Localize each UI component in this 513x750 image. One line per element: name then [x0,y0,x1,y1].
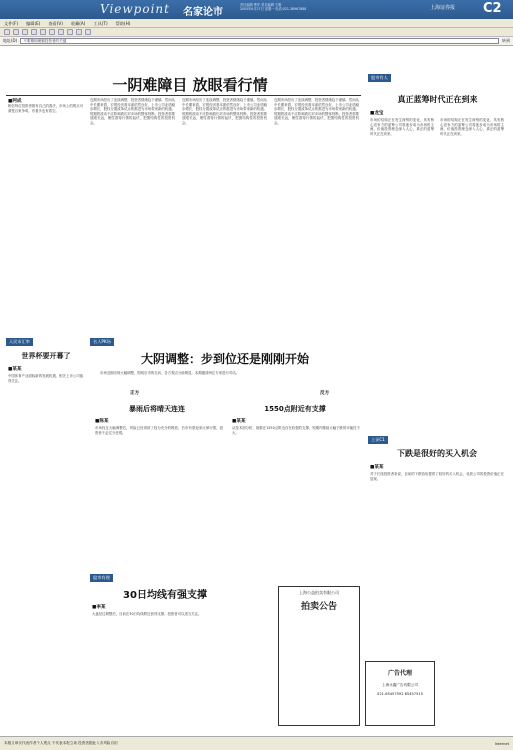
status-text: 本版文章仅代表作者个人观点 不代表本报立场 投资者据此入市风险自担 [4,741,118,745]
auction-ad [278,586,360,726]
main-body-3: 近期市场经历了连续调整，投资者情绪趋于谨慎。然而从中长期来看，宏观经济基本面依然良好，上市公司业绩稳步增长，股权分置改革试点的推进为市场带来新的机遇。短期的波动不应影响我们对市场的整体判断，投资者需要放眼长远，理性看待行情的起伏，把握结构性的投资机会。 [274,98,359,125]
right-column-author: ■龙宝 [370,111,384,116]
pk-left-author: ■陈某 [95,419,109,424]
menu-file[interactable]: 文件(F) [4,21,19,26]
ad-phone: 021-65457592 65457515 [377,692,423,696]
left-column-tag: 人民币汇率 [6,338,33,346]
menu-help[interactable]: 帮助(H) [115,21,131,26]
right-lower-author: ■某某 [370,465,384,470]
right-lower-title: 下跌是很好的买入机会 [397,449,477,458]
pk-right-tag: 反方 [320,391,330,396]
auction-title: 拍卖公告 [300,602,337,612]
right-column-title: 真正蓝筹时代正在到来 [397,95,478,104]
main-headline: 一阴难障目 放眼看行情 [112,76,268,94]
pk-right-title: 1550点附近有支撑 [264,405,326,413]
home-icon[interactable] [40,29,46,35]
ad-agency [365,661,435,726]
pk-title: 大阴调整：步到位还是刚刚开始 [140,352,309,366]
back-icon[interactable] [4,29,10,35]
main-author: ■阿成 [8,99,22,104]
newspaper-brand: 上海证券报 [430,5,456,11]
viewpoint-logo: Viewpoint [100,2,170,16]
toolbar [0,28,513,37]
section-title: 名家论市 [183,7,223,18]
menu-edit[interactable]: 编辑(E) [26,21,41,26]
pk-section-tag: 名人PK场 [90,338,114,346]
publication-info [240,3,306,11]
menu-bar [0,19,513,28]
address-input[interactable]: 不要精细理顺投资者的关键 [20,38,499,44]
stop-icon[interactable] [22,29,28,35]
menu-view[interactable]: 查看(V) [48,21,63,26]
search-icon[interactable] [49,29,55,35]
left-column-title: 世界杯要开幕了 [21,352,71,360]
pk-right-body: 从技术面分析，指数在1550点附近存在较强的支撑，短期内继续大幅下跌的可能性不大。 [232,426,360,435]
left-column-body: 中国体育产业面临新的发展机遇，相关上市公司值得关注。 [8,374,83,383]
go-button[interactable]: 转到 [502,38,510,43]
forward-icon[interactable] [13,29,19,35]
refresh-icon[interactable] [31,29,37,35]
main-body-1: 近期市场经历了连续调整，投资者情绪趋于谨慎。然而从中长期来看，宏观经济基本面依然良好，上市公司业绩稳步增长，股权分置改革试点的推进为市场带来新的机遇。短期的波动不应影响我们对市场的整体判断，投资者需要放眼长远，理性看待行情的起伏，把握结构性的投资机会。 [90,98,175,125]
right-lower-tag: 上证C1 [368,436,388,444]
auction-org: 上海公益拍卖有限公司 [299,590,339,595]
bottom-left-author: ■李某 [92,605,106,610]
left-column-author: ■某某 [8,367,22,372]
bottom-left-body: 大盘经过调整后，目前在30日均线附近获得支撑，投资者可以适当关注。 [92,612,202,616]
favorites-icon[interactable] [58,29,64,35]
bottom-left-title: 30日均线有强支撑 [123,590,207,601]
pk-left-body: 市场经过大幅调整后，风险已经得到了较为充分的释放，后市有望迎来反弹行情，投资者不必过分悲观。 [95,426,223,435]
mail-icon[interactable] [76,29,82,35]
pk-left-title: 暴雨后将晴天连连 [129,405,185,413]
right-lower-body: 对于长线投资者来说，目前的下跌恰恰提供了较好的买入机会，优质公司的投资价值正在显现。 [370,472,504,481]
newspaper-page [0,46,513,736]
menu-favorites[interactable]: 收藏(A) [70,21,86,26]
pub-info-line-2: 2005年6月27日 星期一 电话:021-38967888 [240,7,307,12]
main-lead: 相信每位投资者都有自己的看法，市场上的观点可谓是百家争鸣，有看多也有看空。 [8,104,83,113]
page-code: C2 [483,1,502,16]
right-column-tag: 股市有人 [368,74,391,82]
bottom-left-tag: 股市有理 [90,574,113,582]
right-column-body-2: 市场的结构正在发生深刻的变化，具有核心竞争力的蓝筹公司将逐步成为市场的主流，价值投资理念深入人心，真正的蓝筹时代正在到来。 [440,118,504,136]
print-icon[interactable] [85,29,91,35]
headline-rule [6,95,361,96]
right-column-body-1: 市场的结构正在发生深刻的变化，具有核心竞争力的蓝筹公司将逐步成为市场的主流，价值投资理念深入人心，真正的蓝筹时代正在到来。 [370,118,434,136]
address-bar [0,37,513,46]
menu-tools[interactable]: 工具(T) [93,21,108,26]
pk-right-author: ■某某 [232,419,246,424]
page-header [0,0,513,19]
pk-left-tag: 正方 [130,391,140,396]
pk-intro: 市场近期出现大幅调整，围绕后市的走向，各方观点分歧明显，本期邀请两位专家进行对话。 [100,371,240,375]
address-label: 地址(D) [3,38,18,43]
history-icon[interactable] [67,29,73,35]
main-body-2: 近期市场经历了连续调整，投资者情绪趋于谨慎。然而从中长期来看，宏观经济基本面依然良好，上市公司业绩稳步增长，股权分置改革试点的推进为市场带来新的机遇。短期的波动不应影响我们对市场的整体判断，投资者需要放眼长远，理性看待行情的起伏，把握结构性的投资机会。 [182,98,267,125]
status-zone: Internet [494,741,509,746]
pub-info-line-1: 责任编辑 曹华 美术编辑 王刚 [240,3,282,7]
status-bar [0,736,513,750]
ad-title: 广告代理 [387,670,412,677]
ad-company: 上海永鑫广告有限公司 [382,683,418,687]
